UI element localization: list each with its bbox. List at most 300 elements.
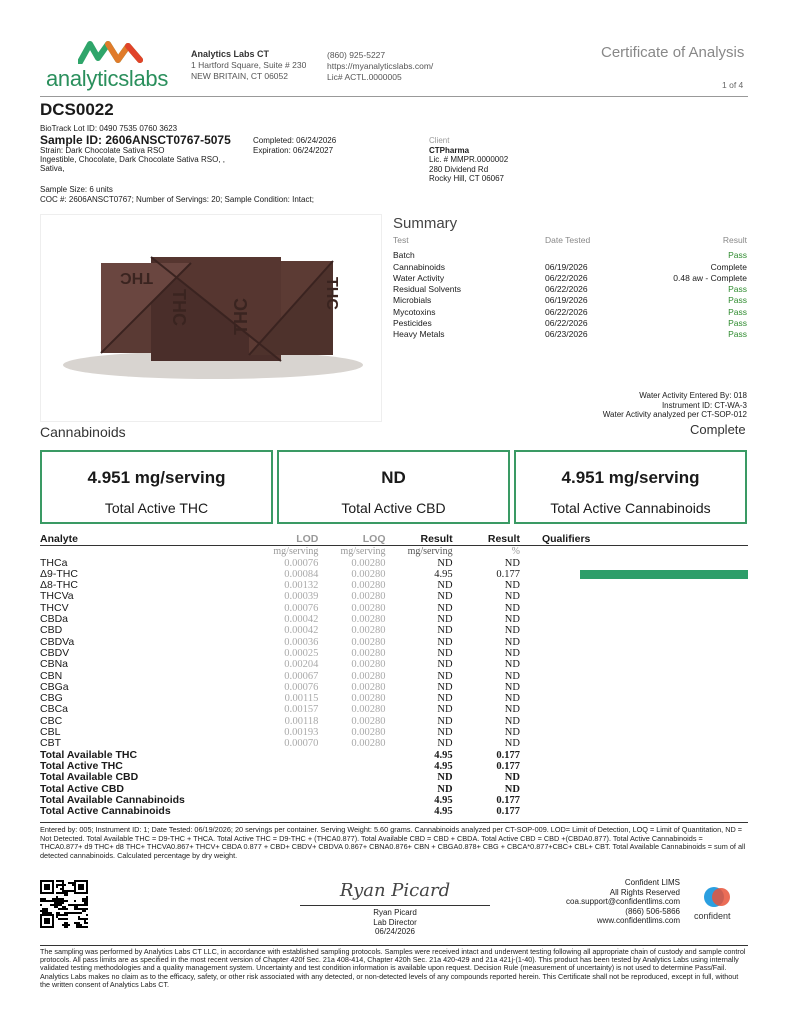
qr-module (46, 910, 48, 912)
qr-module (60, 880, 62, 882)
analyte-loq: 0.00280 (351, 625, 386, 637)
lab-logo (46, 40, 176, 90)
qr-module (82, 900, 84, 902)
total-lod (207, 772, 318, 783)
qr-module (62, 908, 64, 910)
qr-module (74, 904, 76, 906)
summary-test: Water Activity (393, 272, 445, 283)
qr-code-icon (40, 880, 88, 928)
confident-logo-text: confident (694, 911, 731, 921)
analyte-pct: ND (504, 727, 520, 739)
qr-module (66, 908, 68, 910)
analyte-pct: ND (504, 693, 520, 705)
analyte-pct: 0.177 (496, 568, 520, 580)
qr-module (58, 904, 60, 906)
summary-test: Microbials (393, 295, 432, 306)
analyte-row (40, 671, 748, 682)
unit-lod: mg/serving (273, 546, 319, 558)
total-qualifier (520, 772, 748, 783)
qr-module (82, 908, 84, 910)
card-total-active-cannabinoids (514, 450, 747, 524)
qr-module (64, 884, 66, 886)
qr-module (80, 918, 82, 920)
card-value: 4.951 mg/serving (561, 468, 700, 487)
qr-module (44, 918, 50, 924)
analyte-row (40, 603, 748, 614)
qr-module (66, 926, 68, 928)
qr-module (62, 890, 64, 892)
analyte-qualifier (520, 569, 748, 580)
analyte-pct: ND (504, 715, 520, 727)
qr-module (46, 908, 48, 910)
analyte-lod: 0.00025 (284, 647, 319, 659)
card-value: ND (381, 468, 406, 487)
summary-header-result: Result (722, 235, 747, 245)
total-result: ND (437, 772, 453, 784)
qr-module (44, 884, 50, 890)
analyte-name: CBT (40, 737, 61, 750)
analyte-loq: 0.00280 (351, 636, 386, 648)
card-label: Total Active THC (104, 500, 209, 516)
summary-result: Pass (728, 318, 747, 329)
analyte-lod: 0.00193 (284, 727, 319, 739)
analyte-row (40, 591, 748, 602)
qr-module (56, 906, 58, 908)
qr-module (62, 882, 64, 884)
qr-module (56, 884, 58, 886)
qr-module (58, 914, 60, 916)
confident-web[interactable]: www.confidentlims.com (596, 916, 680, 925)
qr-module (76, 906, 78, 908)
qr-module (84, 904, 86, 906)
analyte-row (40, 648, 748, 659)
client-block (429, 136, 508, 184)
summary-result: Pass (728, 250, 747, 261)
qr-module (70, 912, 72, 914)
summary-test: Pesticides (393, 318, 432, 329)
summary-header-test: Test (393, 235, 409, 245)
qr-module (42, 908, 44, 910)
qr-module (42, 898, 44, 900)
analyte-qualifier (520, 704, 748, 715)
qr-module (78, 926, 80, 928)
lab-website[interactable]: https://myanalyticslabs.com/ (327, 61, 434, 71)
analyte-lod: 0.00076 (284, 557, 319, 569)
cannabinoid-notes: Entered by: 005; Instrument ID: 1; Date Tested: 06/19/2026; 20 servings per container. Serving Weight: 5.60 grams. Cannabinoids analyzed per CT-SOP-009. LOD= Limit of Detection, LOQ = Limit of Quantitation, ND = Not Detected. Total Available THC = D9-THC + THCA. Total Active THC = D9-THC + (THCA0.877). Total Available CBD = CBD + CBDA. Total Active CBD = CBD +(CBDA0.877). Total Active Cannabinoids = THCA0.877+ d9 THC+ d8 THC+ THCVA0.867+ THCV+ CBDA 0.877 + CBD+ CBDV+ CBDVA 0.867+ CBNA0.876+ CBN + CBGA0.878+ CBG + CBCA*0.877+CBC+ CBL+ CBT. Total Available Cannabinoids = sum of all detected cannabinoids. Calculated percentage by dry weight. (40, 825, 746, 860)
lab-address2: NEW BRITAIN, CT 06052 (191, 71, 288, 81)
total-loq (318, 761, 385, 772)
total-pct: 0.177 (496, 760, 520, 772)
qr-module (64, 906, 66, 908)
qr-module (82, 898, 84, 900)
image-word-3: THC (231, 298, 251, 335)
qr-module (58, 908, 60, 910)
analyte-name: CBL (40, 726, 61, 739)
qr-module (68, 904, 70, 906)
col-analyte: Analyte (40, 534, 207, 546)
total-name: Total Available CBD (40, 771, 139, 784)
cannabinoids-status: Complete (690, 422, 746, 437)
qr-module (58, 884, 60, 886)
confident-email[interactable]: coa.support@confidentlims.com (566, 897, 680, 906)
product-photo (40, 214, 382, 422)
analyte-loq: 0.00280 (351, 693, 386, 705)
analyte-name: THCV (40, 601, 69, 614)
analyte-row (40, 637, 748, 648)
total-result: 4.95 (434, 794, 453, 806)
analyte-result: ND (437, 738, 453, 750)
analyte-qualifier (520, 738, 748, 749)
qr-module (78, 884, 84, 890)
qr-module (74, 922, 76, 924)
qr-module (58, 912, 60, 914)
analyte-loq: 0.00280 (351, 704, 386, 716)
analyte-result: ND (437, 693, 453, 705)
qr-module (52, 898, 54, 900)
qr-module (64, 914, 66, 916)
wa-instrument: Instrument ID: CT-WA-3 (661, 400, 747, 410)
qr-module (82, 904, 84, 906)
total-row (40, 761, 748, 772)
qr-module (44, 900, 46, 902)
analyte-result: ND (437, 591, 453, 603)
qr-module (56, 880, 58, 882)
lab-contact (327, 50, 433, 83)
qr-module (62, 884, 64, 886)
qr-module (76, 908, 78, 910)
analyte-name: Δ9-THC (40, 567, 78, 580)
wa-entered-by: Water Activity Entered By: 018 (639, 391, 747, 400)
qr-module (84, 908, 86, 910)
strain: Strain: Dark Chocolate Sativa RSO (40, 146, 165, 155)
analyte-result: ND (437, 647, 453, 659)
confident-contact (540, 878, 680, 926)
qr-module (60, 908, 62, 910)
unit-pct: % (511, 546, 520, 558)
qr-module (64, 894, 66, 896)
total-qualifier (520, 761, 748, 772)
qr-module (40, 898, 42, 900)
total-row (40, 806, 748, 817)
qr-module (64, 900, 66, 902)
qr-module (58, 898, 60, 900)
total-name: Total Active Cannabinoids (40, 805, 171, 818)
logo-text: analyticslabs (46, 66, 169, 91)
analyte-pct: ND (504, 557, 520, 569)
qr-module (62, 906, 64, 908)
analyte-lod: 0.00039 (284, 591, 319, 603)
qr-module (60, 900, 62, 902)
summary-result: Pass (728, 284, 747, 295)
analyte-result: ND (437, 715, 453, 727)
qr-module (56, 898, 58, 900)
analyte-loq: 0.00280 (351, 681, 386, 693)
qr-module (78, 912, 80, 914)
lab-name: Analytics Labs CT (191, 49, 270, 59)
analyte-result: 4.95 (434, 568, 453, 580)
summary-date: 06/22/2026 (545, 284, 588, 295)
sample-id: Sample ID: 2606ANSCT0767-5075 (40, 133, 231, 147)
qr-module (66, 918, 68, 920)
summary-row (393, 273, 747, 284)
qr-module (56, 892, 58, 894)
total-pct: 0.177 (496, 806, 520, 818)
analyte-loq: 0.00280 (351, 727, 386, 739)
product-type: Ingestible, Chocolate, Dark Chocolate Sativa RSO, , (40, 155, 225, 164)
analyte-lod: 0.00157 (284, 704, 319, 716)
analyte-result: ND (437, 602, 453, 614)
qr-module (66, 922, 68, 924)
confident-phone: (866) 506-5866 (625, 906, 680, 916)
summary-test: Cannabinoids (393, 261, 445, 272)
notes-divider (40, 822, 748, 823)
qr-module (76, 922, 78, 924)
image-word-4: THC (323, 277, 340, 310)
qr-module (84, 926, 86, 928)
qr-module (56, 896, 58, 898)
qr-module (62, 898, 64, 900)
analyte-result: ND (437, 659, 453, 671)
qr-module (86, 904, 88, 906)
qr-module (66, 892, 68, 894)
qr-module (58, 918, 60, 920)
analyte-loq: 0.00280 (351, 602, 386, 614)
unit-loq: mg/serving (340, 546, 386, 558)
total-name: Total Active THC (40, 759, 123, 772)
qr-module (86, 896, 88, 898)
qr-module (54, 902, 56, 904)
analyte-name: Δ8-THC (40, 579, 78, 592)
image-word-2: THC (169, 289, 189, 326)
qr-module (50, 900, 52, 902)
analyte-row (40, 569, 748, 580)
qr-module (80, 904, 82, 906)
qr-module (58, 880, 60, 882)
analyte-qualifier (520, 648, 748, 659)
qr-module (82, 926, 84, 928)
analyte-name: CBN (40, 669, 63, 682)
card-value: 4.951 mg/serving (87, 468, 226, 487)
cannabinoids-table (40, 534, 748, 817)
analyte-row (40, 682, 748, 693)
qr-module (56, 900, 58, 902)
qr-module (86, 926, 88, 928)
summary-date: 06/22/2026 (545, 306, 588, 317)
analyte-qualifier (520, 693, 748, 704)
cannabinoid-header-row (40, 534, 748, 546)
analyte-loq: 0.00280 (351, 591, 386, 603)
qr-module (58, 902, 60, 904)
analyte-result: ND (437, 636, 453, 648)
confident-line2: All Rights Reserved (609, 887, 680, 897)
qr-module (62, 914, 64, 916)
summary-row (393, 329, 747, 340)
qr-module (72, 882, 74, 884)
qr-module (86, 902, 88, 904)
qr-module (60, 918, 62, 920)
analyte-name: THCVa (40, 590, 74, 603)
unit-result: mg/serving (407, 546, 453, 558)
qr-module (84, 922, 86, 924)
qr-module (84, 900, 86, 902)
qr-module (48, 912, 50, 914)
qr-module (74, 912, 76, 914)
qr-module (54, 904, 56, 906)
analyte-pct: ND (504, 670, 520, 682)
total-result: 4.95 (434, 806, 453, 818)
client-label: Client (429, 136, 450, 145)
qr-module (68, 924, 70, 926)
qr-module (42, 900, 44, 902)
qr-module (86, 900, 88, 902)
signature-date: 06/24/2026 (374, 927, 416, 936)
client-license: Lic. # MMPR.0000002 (429, 155, 509, 164)
qr-module (60, 898, 62, 900)
qr-module (44, 912, 46, 914)
analyte-loq: 0.00280 (351, 568, 386, 580)
qr-module (44, 908, 46, 910)
qr-module (62, 900, 64, 902)
summary-header-date: Date Tested (545, 235, 591, 245)
qr-module (86, 914, 88, 916)
qr-module (64, 908, 66, 910)
qr-module (58, 892, 60, 894)
analyte-result: ND (437, 580, 453, 592)
water-activity-info (547, 391, 747, 420)
qr-module (60, 892, 62, 894)
analyte-name: CBG (40, 692, 63, 705)
total-result: 4.95 (434, 760, 453, 772)
total-loq (318, 795, 385, 806)
lab-address1: 1 Hartford Square, Suite # 230 (191, 60, 307, 70)
qr-module (80, 912, 82, 914)
client-address2: Rocky Hill, CT 06067 (429, 174, 504, 183)
analyte-lod: 0.00115 (284, 693, 319, 705)
confident-logo (690, 884, 750, 924)
analyte-qualifier (520, 716, 748, 727)
total-loq (318, 772, 385, 783)
analyte-lod: 0.00076 (284, 681, 319, 693)
sample-size: Sample Size: 6 units (40, 185, 113, 194)
qr-module (86, 922, 88, 924)
qr-module (78, 924, 80, 926)
card-total-active-cbd (277, 450, 510, 524)
result-bar (580, 570, 748, 579)
summary-table (393, 235, 747, 341)
qr-module (66, 912, 68, 914)
qr-module (58, 900, 60, 902)
client-address1: 280 Dividend Rd (429, 164, 489, 174)
total-lod (207, 795, 318, 806)
qr-module (56, 912, 58, 914)
qr-module (86, 918, 88, 920)
analyte-pct: ND (504, 647, 520, 659)
analyte-result: ND (437, 625, 453, 637)
analyte-pct: ND (504, 738, 520, 750)
summary-result: 0.48 aw - Complete (673, 272, 747, 283)
analyte-name: CBGa (40, 680, 69, 693)
qr-module (70, 882, 72, 884)
analyte-pct: ND (504, 704, 520, 716)
summary-result: Pass (728, 295, 747, 306)
summary-date: 06/22/2026 (545, 272, 588, 283)
qr-module (68, 912, 70, 914)
qr-module (72, 890, 74, 892)
summary-test: Heavy Metals (393, 329, 445, 340)
analyte-name: CBDa (40, 613, 69, 626)
analyte-row (40, 716, 748, 727)
chocolate-bar-image (41, 215, 382, 422)
qr-module (68, 890, 70, 892)
qr-module (66, 894, 68, 896)
qr-module (74, 906, 76, 908)
analyte-loq: 0.00280 (351, 670, 386, 682)
qr-module (62, 886, 64, 888)
total-result: 4.95 (434, 749, 453, 761)
qr-module (50, 904, 52, 906)
analyte-name: CBC (40, 714, 63, 727)
qr-module (66, 890, 68, 892)
qr-module (40, 910, 42, 912)
qr-module (76, 924, 78, 926)
signature-script: Ryan Picard (339, 880, 451, 901)
signature-line (300, 905, 490, 906)
total-loq (318, 784, 385, 795)
analyte-result: ND (437, 557, 453, 569)
qr-module (64, 892, 66, 894)
qr-module (64, 922, 66, 924)
cannabinoids-title: Cannabinoids (40, 424, 126, 440)
qr-module (56, 904, 58, 906)
total-qualifier (520, 784, 748, 795)
qr-module (82, 910, 84, 912)
signer-name: Ryan Picard (373, 908, 417, 917)
card-label: Total Active Cannabinoids (550, 500, 711, 516)
analyte-qualifier (520, 659, 748, 670)
qr-module (54, 900, 56, 902)
qr-module (66, 924, 68, 926)
analyte-qualifier (520, 558, 748, 569)
qr-module (72, 904, 74, 906)
total-qualifier (520, 750, 748, 761)
qr-module (52, 904, 54, 906)
analyte-lod: 0.00204 (284, 659, 319, 671)
qr-module (64, 926, 66, 928)
qr-module (80, 926, 82, 928)
analyte-pct: ND (504, 659, 520, 671)
disclaimer: The sampling was performed by Analytics Labs CT LLC, in accordance with established sampling protocols. Samples were received intact and underwent testing following all appropriate chain of custody and sample control protocols. All pass limits are as specified in the most recent version of Chapter 420f Sec. 21a 408-414, Chapter 420h Sec. 21a 420-429 and 21a 421j-(1-40). This product has been tested by Analytics Labs using internally validated testing methodologies and a quality management system. Uncertainty and test condition information is available upon request. Decision Rule (measurement of uncertainty) is not used to determine Pass/Fail. Analytics Labs makes no claim as to the efficacy, safety, or other risk associated with any detected, or non-detected levels of any compounds reported herein. This Certificate shall not be reproduced, except in full, without the written consent of Analytics Labs CT. (40, 947, 746, 989)
qr-module (76, 904, 78, 906)
analyte-row (40, 558, 748, 569)
analyte-row (40, 704, 748, 715)
total-name: Total Available Cannabinoids (40, 793, 185, 806)
analyte-qualifier (520, 591, 748, 602)
coc: COC #: 2606ANSCT0767; Number of Servings: 20; Sample Condition: Intact; (40, 195, 314, 204)
card-label: Total Active CBD (341, 500, 446, 516)
expiration-date: Expiration: 06/24/2027 (253, 146, 334, 155)
qr-module (60, 904, 62, 906)
lab-info (191, 49, 306, 82)
analyte-result: ND (437, 727, 453, 739)
client-name: CTPharma (429, 145, 470, 155)
analyte-row (40, 659, 748, 670)
summary-row (393, 250, 747, 261)
analyte-pct: ND (504, 602, 520, 614)
summary-row (393, 307, 747, 318)
qr-module (44, 898, 46, 900)
analyte-row (40, 738, 748, 749)
total-row (40, 750, 748, 761)
